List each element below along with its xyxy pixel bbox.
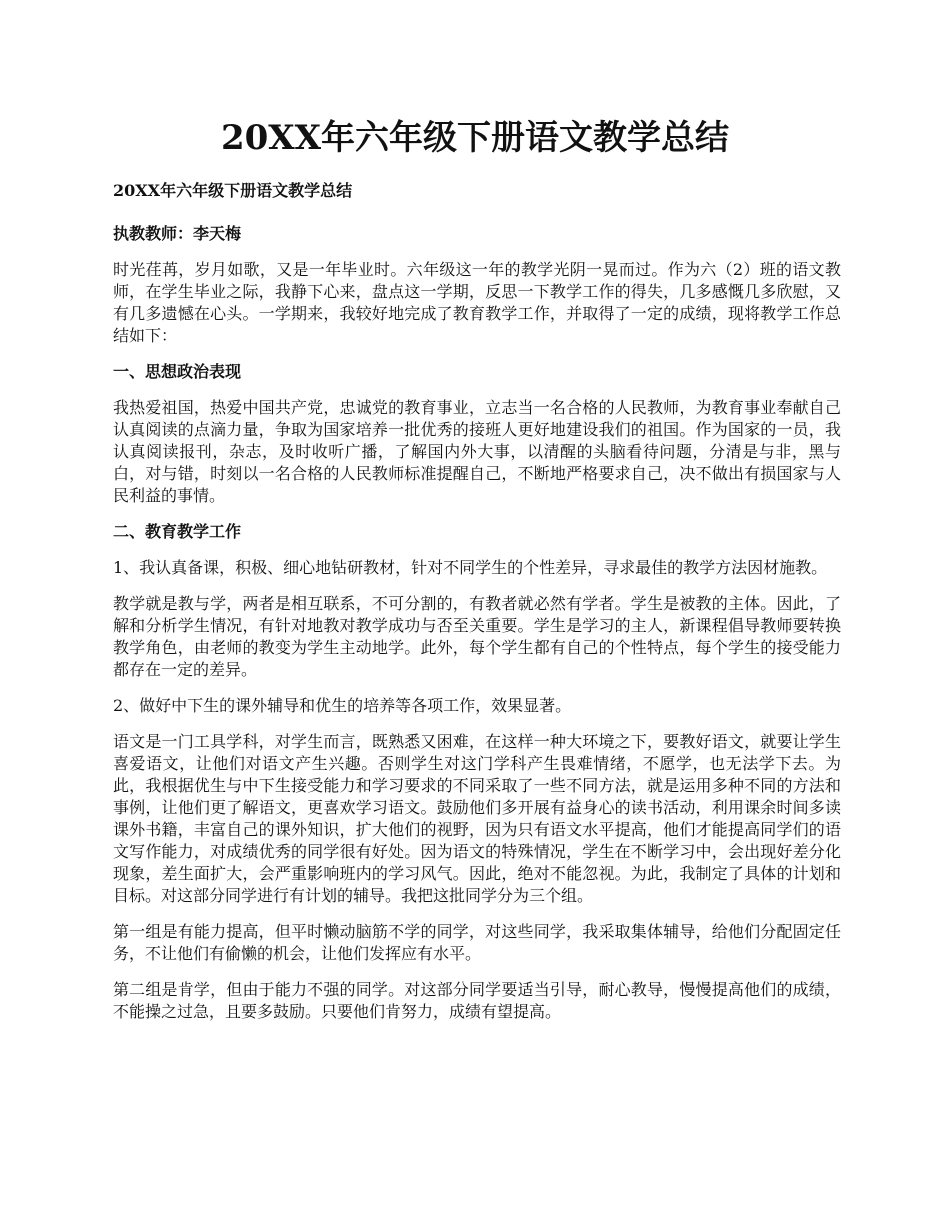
document-title: 20XX年六年级下册语文教学总结 (220, 118, 730, 158)
intro-paragraph: 时光荏苒，岁月如歌，又是一年毕业时。六年级这一年的教学光阴一晃而过。作为六（2）班的语文教师，在学生毕业之际，我静下心来，盘点这一学期，反思一下教学工作的得失，几多感慨几多欣慰，又有几多遗憾在心头。一学期来，我较好地完成了教育教学工作，并取得了一定的成绩，现将教学工作总结如下： (113, 260, 841, 345)
teaching-item-1: 1、我认真备课，积极、细心地钻研教材，针对不同学生的个性差异，寻求最佳的教学方法因材施教。 (113, 558, 828, 577)
politics-paragraph: 我热爱祖国，热爱中国共产党，忠诚党的教育事业，立志当一名合格的人民教师，为教育事业奉献自己认真阅读的点滴力量，争取为国家培养一批优秀的接班人更好地建设我们的祖国。作为国家的一员，我认真阅读报刊，杂志，及时收听广播，了解国内外大事，以清醒的头脑看待问题，分清是与非，黑与白，对与错，时刻以一名合格的人民教师标准提醒自己，不断地严格要求自己，决不做出有损国家与人民利益的事情。 (113, 398, 841, 505)
document-body (113, 180, 841, 1037)
teacher-line: 执教教师：李天梅 (113, 224, 242, 243)
section-heading-teaching: 二、教育教学工作 (113, 522, 242, 541)
group-1-paragraph: 第一组是有能力提高，但平时懒动脑筋不学的同学，对这些同学，我采取集体辅导，给他们分配固定任务，不让他们有偷懒的机会，让他们发挥应有水平。 (113, 922, 841, 963)
teaching-item-2: 2、做好中下生的课外辅导和优生的培养等各项工作，效果显著。 (113, 696, 572, 715)
section-heading-politics: 一、思想政治表现 (113, 362, 242, 381)
group-2-paragraph: 第二组是肯学，但由于能力不强的同学。对这部分同学要适当引导，耐心教导，慢慢提高他们的成绩，不能操之过急，且要多鼓励。只要他们肯努力，成绩有望提高。 (113, 980, 841, 1021)
teaching-item-2-body: 语文是一门工具学科，对学生而言，既熟悉又困难，在这样一种大环境之下，要教好语文，就要让学生喜爱语文，让他们对语文产生兴趣。否则学生对这门学科产生畏难情绪，不愿学，也无法学下去。为此，我根据优生与中下生接受能力和学习要求的不同采取了一些不同方法，就是运用多种不同的方法和事例，让他们更了解语文，更喜欢学习语文。鼓励他们多开展有益身心的读书活动，利用课余时间多读课外书籍，丰富自己的课外知识，扩大他们的视野，因为只有语文水平提高，他们才能提高同学们的语文写作能力，对成绩优秀的同学很有好处。因为语文的特殊情况，学生在不断学习中，会出现好差分化现象，差生面扩大，会严重影响班内的学习风气。因此，绝对不能忽视。为此，我制定了具体的计划和目标。对这部分同学进行有计划的辅导。我把这批同学分为三个组。 (113, 732, 841, 905)
teaching-item-1-body: 教学就是教与学，两者是相互联系，不可分割的，有教者就必然有学者。学生是被教的主体。因此，了解和分析学生情况，有针对地教对教学成功与否至关重要。学生是学习的主人，新课程倡导教师要转换教学角色，由老师的教变为学生主动地学。此外，每个学生都有自己的个性特点，每个学生的接受能力都存在一定的差异。 (113, 594, 841, 679)
document-subtitle: 20XX年六年级下册语文教学总结 (113, 181, 353, 200)
